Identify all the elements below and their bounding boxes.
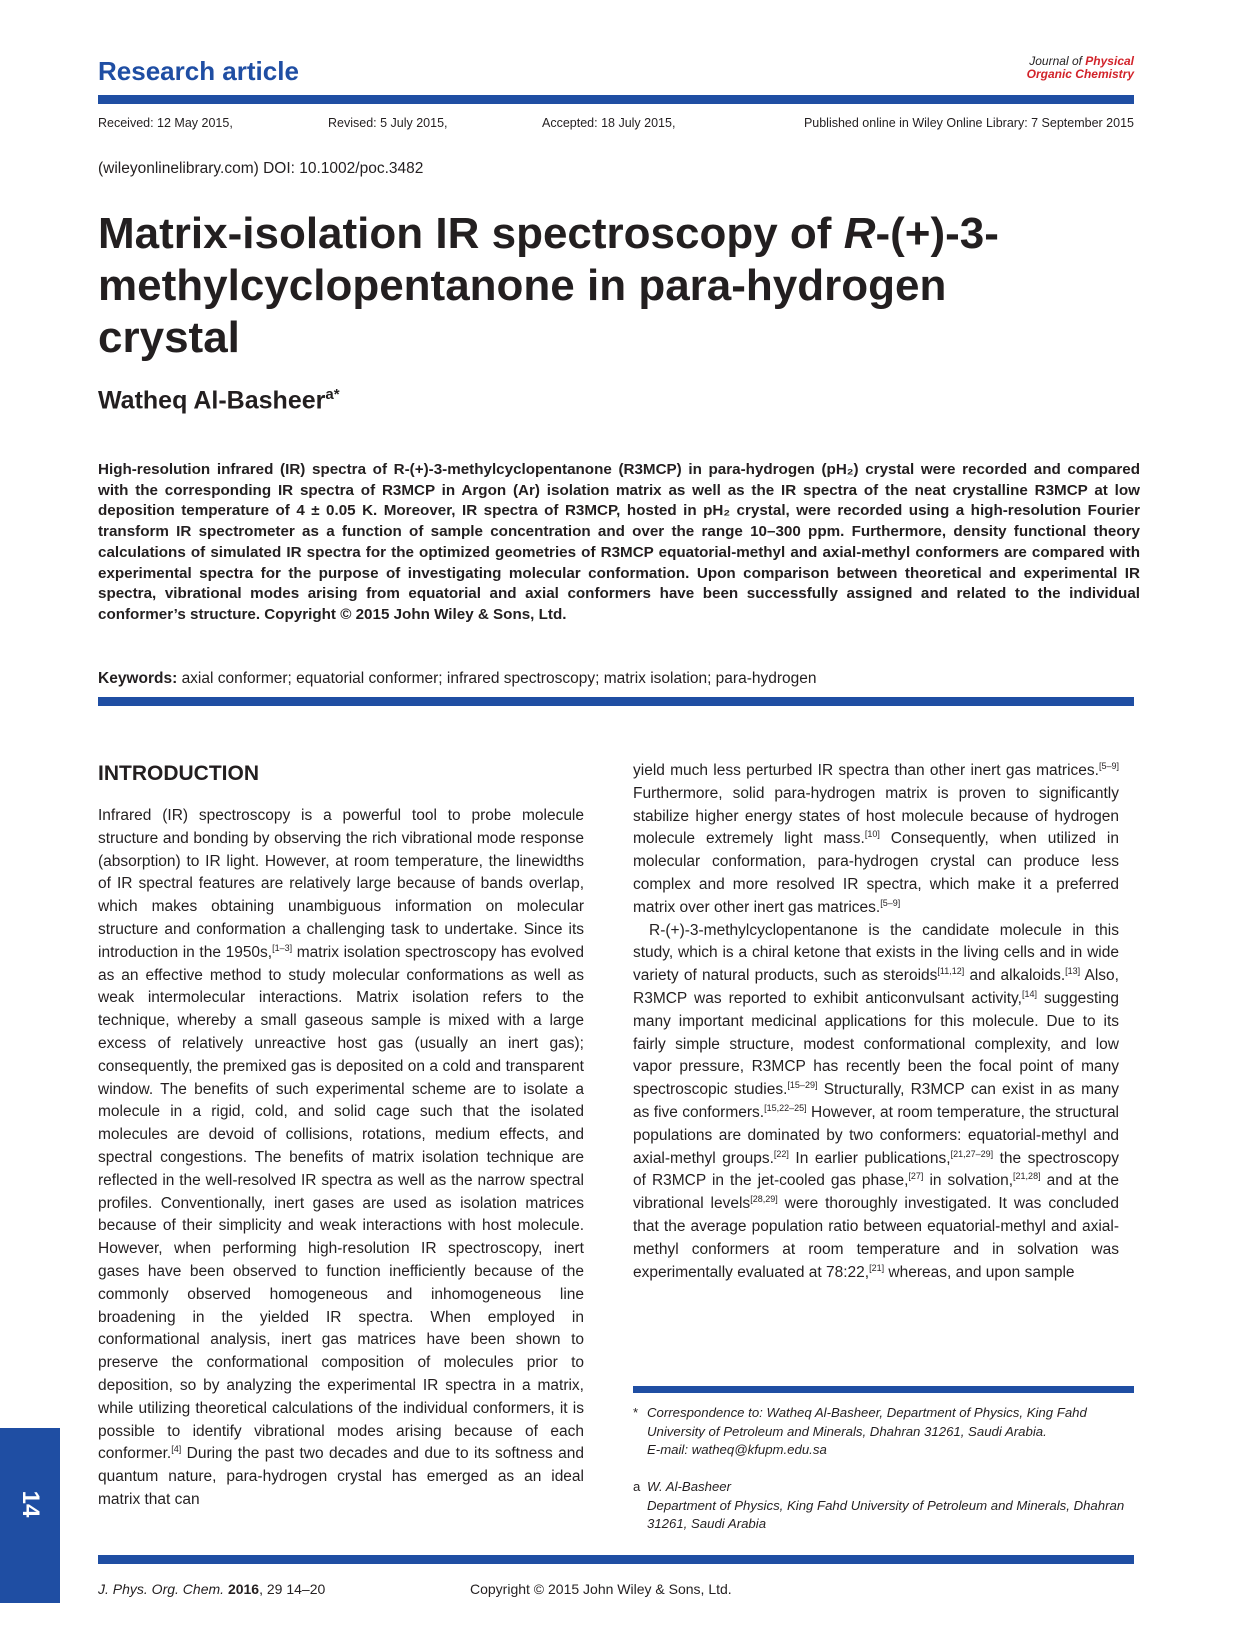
text-run: matrix isolation spectroscopy has evolved as an effective method to study molecular conformations as well as weak intermolecular interactions. Matrix isolation refers to the technique, whereby a small gaseous sample is mixed with a large excess of relatively unreactive host gas (usually an inert gas); consequently, the premixed gas is deposited on a cold and transparent window. The benefits of such experimental scheme are to isolate a molecule in a rigid, cold, and solid cage such that the isolated molecules are devoid of collisions, rotations, medium effects, and spectral congestions. The benefits of matrix isolation technique are reflected in the well-resolved IR spectra as well as the narrow spectral profiles. Conventionally, inert gases are used as isolation matrices because of their simplicity and weak interactions with host molecule. However, when performing high-resolution IR spectroscopy, inert gases have been observed to function inefficiently because of the commonly observed homogeneous and inhomogeneous line broadening in the yielded IR spectra. When employed in conformational analysis, inert gas matrices have been shown to preserve the conformational composition of molecules prior to deposition, so by analyzing the experimental IR spectra in a matrix, while utilizing theoretical calculations of the individual conformers, it is possible to identify vibrational modes arising because of each conformer. [98, 943, 584, 1463]
text-run: whereas, and upon sample [884, 1263, 1075, 1281]
citation: [11,12] [937, 966, 965, 977]
journal-citation [98, 1581, 325, 1597]
text-run: and alkaloids. [964, 967, 1066, 985]
text-run: Infrared (IR) spectroscopy is a powerful tool to probe molecule structure and bonding by observing the rich vibrational mode response (absorption) to IR light. However, at room temperature, the linewidths of IR spectral features are relatively large because of bands overlap, which makes obtaining unambiguous information on molecular structure and conformation a challenging task to undertake. Since its introduction in the 1950s, [98, 807, 584, 961]
volume-pages: , 29 14–20 [259, 1581, 326, 1597]
text-run: Structurally, R3MCP can exist in as many as five conformers. [633, 1081, 1119, 1121]
affiliation-name: W. Al-Basheer [647, 1479, 732, 1494]
citation: [14] [1021, 988, 1037, 999]
text-run: suggesting many important medicinal applications for this molecule. Due to its fairly simple structure, modest conformational complexity, and low vapor pressure, R3MCP has recently been the focal point of many spectroscopic studies. [633, 989, 1119, 1099]
text-run: Furthermore, solid para-hydrogen matrix is proven to significantly stabilize higher energy states of host molecule because of hydrogen molecule extremely light mass. [633, 784, 1119, 848]
correspondence-text: Correspondence to: Watheq Al-Basheer, Department of Physics, King Fahd University of Petroleum and Minerals, Dhahran 31261, Saudi Arabia. [647, 1405, 1087, 1439]
footnote-rule [633, 1386, 1134, 1393]
text-run: the spectroscopy of R3MCP in the jet-cooled gas phase, [633, 1149, 1119, 1190]
journal-abbrev: J. Phys. Org. Chem. [98, 1581, 225, 1597]
abstract: High-resolution infrared (IR) spectra of R-(+)-3-methylcyclopentanone (R3MCP) in para-hydrogen (pH₂) crystal were recorded and compared with the corresponding IR spectra of R3MCP in Argon (Ar) isolation matrix as well as the IR spectra of the neat crystalline R3MCP at low deposition temperature of 4 ± 0.05 K. Moreover, IR spectra of R3MCP, hosted in pH₂ crystal, were recorded using a high-resolution Fourier transform IR spectrometer as a function of sample concentration and over the range 10–300 ppm. Furthermore, density functional theory calculations of simulated IR spectra for the optimized geometries of R3MCP equatorial-methyl and axial-methyl conformers are compared with experimental spectra for the purpose of investigating molecular conformation. Upon comparison between theoretical and experimental IR spectra, vibrational modes arising from equatorial and axial conformers have been successfully assigned and related to the individual conformer’s structure. Copyright © 2015 John Wiley & Sons, Ltd. [98, 461, 1140, 623]
journal-logo [1027, 55, 1134, 81]
column-right [633, 760, 1119, 1284]
abstract-rule [98, 697, 1134, 706]
journal-year: 2016 [227, 1581, 260, 1597]
author-sup: a* [325, 386, 340, 403]
text-run: were thoroughly investigated. It was concluded that the average population ratio between equatorial-methyl and axial-methyl conformers at room temperature and in solvation was experimentally evaluated at 78:22, [633, 1195, 1119, 1281]
received-date: Received: 12 May 2015, [98, 116, 233, 130]
author-name: Watheq Al-Basheer [98, 386, 326, 415]
keywords-label: Keywords: [98, 670, 178, 687]
affiliation-text: Department of Physics, King Fahd University of Petroleum and Minerals, Dhahran 31261, Saudi Arabia [647, 1497, 1125, 1531]
title-part2: -(+)-3-methylcyclopentanone in para-hydrogen crystal [98, 209, 999, 362]
citation: [22] [773, 1148, 789, 1159]
text-run: R-(+)-3-methylcyclopentanone is the candidate molecule in this study, which is a chiral ketone that exists in the living cells and in wide variety of natural products, such as steroids [633, 921, 1119, 985]
citation: [4] [171, 1444, 182, 1455]
paragraph [98, 805, 584, 1512]
title-italic: R [843, 209, 876, 258]
keywords-text: axial conformer; equatorial conformer; infrared spectroscopy; matrix isolation; para-hydrogen [181, 670, 817, 687]
column-left [98, 805, 584, 1512]
citation: [13] [1065, 966, 1081, 977]
citation: [21,27–29] [950, 1148, 994, 1159]
text-run: and at the vibrational levels [633, 1172, 1119, 1213]
text-run: Also, R3MCP was reported to exhibit anticonvulsant activity, [633, 967, 1119, 1007]
text-run: In earlier publications, [788, 1149, 951, 1167]
citation: [15,22–25] [764, 1102, 807, 1113]
page-number: 14 [17, 1490, 44, 1518]
text-run: However, at room temperature, the structural populations are dominated by two conformers: equatorial-methyl and axial-methyl groups. [633, 1103, 1120, 1167]
author [98, 386, 340, 415]
citation: [27] [908, 1171, 924, 1182]
citation: [21,28] [1013, 1171, 1041, 1182]
citation: [28,29] [750, 1193, 778, 1204]
paragraph [633, 760, 1119, 920]
doi: (wileyonlinelibrary.com) DOI: 10.1002/poc.3482 [98, 160, 424, 177]
header-rule [98, 95, 1134, 104]
footnote-mark: * [633, 1405, 639, 1420]
journal-logo-line1: Journal of [1029, 54, 1082, 68]
citation: [5–9] [1098, 760, 1119, 771]
title-part1: Matrix-isolation IR spectroscopy of [98, 209, 844, 258]
text-run: yield much less perturbed IR spectra than other inert gas matrices. [633, 762, 1099, 779]
text-run: During the past two decades and due to its softness and quantum nature, para-hydrogen crystal has emerged as an ideal matrix that can [98, 1445, 584, 1508]
citation: [1–3] [272, 942, 293, 953]
section-heading: INTRODUCTION [98, 762, 259, 785]
text-run: in solvation, [923, 1172, 1014, 1190]
revised-date: Revised: 5 July 2015, [328, 116, 448, 130]
text-run: Consequently, when utilized in molecular conformation, para-hydrogen crystal can produce less complex and more resolved IR spectra, which make it a preferred matrix over other inert gas matrices. [633, 830, 1119, 916]
footnote-mark: a [633, 1479, 641, 1494]
citation: [5–9] [880, 897, 901, 908]
copyright: Copyright © 2015 John Wiley & Sons, Ltd. [470, 1581, 732, 1597]
article-title [98, 208, 1098, 364]
accepted-date: Accepted: 18 July 2015, [542, 116, 676, 130]
citation: [10] [864, 829, 880, 840]
journal-logo-line2: Organic Chemistry [1026, 67, 1134, 81]
affiliation-footnote [633, 1478, 1134, 1534]
citation: [21] [869, 1262, 885, 1273]
paragraph [633, 920, 1119, 1285]
citation: [15–29] [787, 1080, 818, 1090]
correspondence-footnote [633, 1404, 1134, 1460]
published-date: Published online in Wiley Online Library: 7 September 2015 [803, 116, 1134, 130]
correspondence-email[interactable]: E-mail: watheq@kfupm.edu.sa [647, 1442, 827, 1457]
footer-rule [98, 1555, 1134, 1564]
section-label: Research article [98, 56, 299, 86]
keywords [98, 670, 817, 688]
journal-logo-accent: Physical [1085, 54, 1134, 68]
